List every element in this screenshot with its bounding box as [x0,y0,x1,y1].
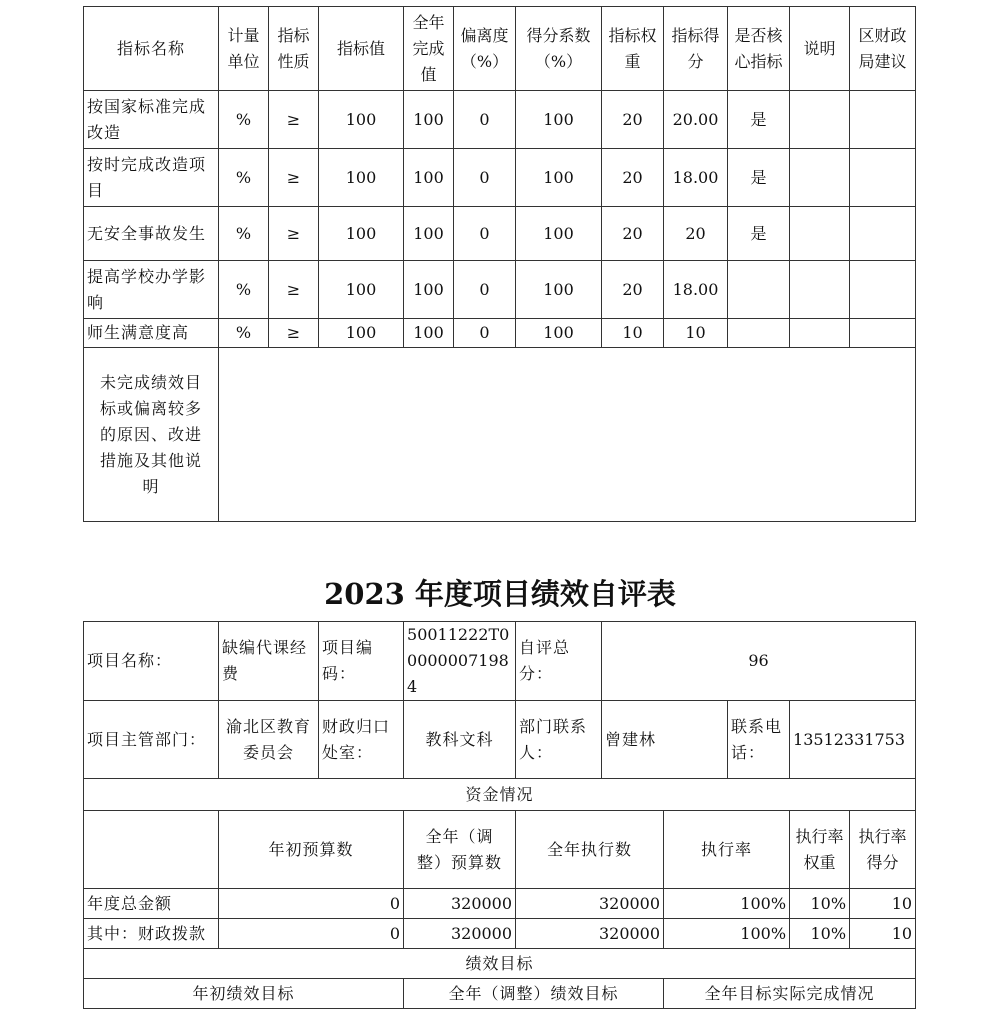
indicator-coef: 100 [516,261,602,319]
goals-section-label: 绩效目标 [84,949,916,979]
project-name-label: 项目名称： [84,622,219,701]
indicator-header-row [84,7,916,91]
indicator-name: 无安全事故发生 [84,207,219,261]
office-value: 教科文科 [404,701,516,779]
goals-section-row [84,949,916,979]
indicator-weight: 20 [602,91,664,149]
indicator-target: 100 [319,91,404,149]
table-row [84,919,916,949]
explanation-row [84,348,916,522]
indicator-core [728,261,790,319]
funds-row-label: 其中：财政拨款 [84,919,219,949]
phone-label: 联系电话： [728,701,790,779]
indicator-actual: 100 [404,261,454,319]
indicator-unit: % [219,207,269,261]
indicator-deviation: 0 [454,207,516,261]
indicator-actual: 100 [404,207,454,261]
indicator-core: 是 [728,91,790,149]
office-label: 财政归口处室： [319,701,404,779]
funds-header-weight: 执行率权重 [790,811,850,889]
funds-adjusted: 320000 [404,889,516,919]
indicator-core: 是 [728,207,790,261]
indicator-deviation: 0 [454,91,516,149]
indicator-unit: % [219,149,269,207]
indicator-target: 100 [319,319,404,348]
indicator-note [790,261,850,319]
goals-header-initial: 年初绩效目标 [84,979,404,1009]
indicator-weight: 20 [602,207,664,261]
funds-section-label: 资金情况 [84,779,916,811]
header-advice: 区财政局建议 [850,7,916,91]
indicator-coef: 100 [516,207,602,261]
funds-row-label: 年度总金额 [84,889,219,919]
header-actual: 全年完成值 [404,7,454,91]
indicator-note [790,149,850,207]
page-title: 2023 年度项目绩效自评表 [324,577,676,611]
indicator-note [790,207,850,261]
indicator-target: 100 [319,207,404,261]
funds-executed: 320000 [516,919,664,949]
indicator-name: 按国家标准完成改造 [84,91,219,149]
indicator-advice [850,319,916,348]
indicator-name: 提高学校办学影响 [84,261,219,319]
header-unit: 计量单位 [219,7,269,91]
indicator-nature: ≥ [269,261,319,319]
indicator-score: 20 [664,207,728,261]
funds-header-row [84,811,916,889]
self-total-label: 自评总分： [516,622,602,701]
indicator-note [790,91,850,149]
indicator-coef: 100 [516,319,602,348]
project-code-value: 50011222T000000071984 [404,622,516,701]
table-row [84,149,916,207]
indicator-unit: % [219,261,269,319]
indicator-advice [850,149,916,207]
indicator-weight: 20 [602,149,664,207]
goals-header-row [84,979,916,1009]
indicator-nature: ≥ [269,91,319,149]
header-core: 是否核心指标 [728,7,790,91]
indicator-actual: 100 [404,149,454,207]
dept-value: 渝北区教育委员会 [219,701,319,779]
indicator-score: 18.00 [664,149,728,207]
funds-header-executed: 全年执行数 [516,811,664,889]
contact-value: 曾建林 [602,701,728,779]
indicator-deviation: 0 [454,319,516,348]
self-total-value: 96 [602,622,916,701]
header-nature: 指标性质 [269,7,319,91]
explanation-text [219,348,916,522]
indicator-deviation: 0 [454,149,516,207]
indicator-target: 100 [319,149,404,207]
indicator-deviation: 0 [454,261,516,319]
funds-score: 10 [850,889,916,919]
indicator-name: 按时完成改造项目 [84,149,219,207]
funds-executed: 320000 [516,889,664,919]
indicator-target: 100 [319,261,404,319]
table-row [84,261,916,319]
indicator-score: 20.00 [664,91,728,149]
indicator-table [83,6,916,522]
indicator-advice [850,207,916,261]
indicator-score: 18.00 [664,261,728,319]
table-row [84,91,916,149]
indicator-weight: 10 [602,319,664,348]
indicator-nature: ≥ [269,207,319,261]
dept-label: 项目主管部门： [84,701,219,779]
indicator-weight: 20 [602,261,664,319]
funds-header-score: 执行率得分 [850,811,916,889]
table-row [84,207,916,261]
goals-header-actual: 全年目标实际完成情况 [664,979,916,1009]
indicator-nature: ≥ [269,149,319,207]
funds-header-initial: 年初预算数 [219,811,404,889]
table-row [84,319,916,348]
indicator-advice [850,91,916,149]
indicator-advice [850,261,916,319]
header-coef: 得分系数（%） [516,7,602,91]
indicator-unit: % [219,91,269,149]
project-name-value: 缺编代课经费 [219,622,319,701]
table-row [84,889,916,919]
header-score: 指标得分 [664,7,728,91]
project-row-1 [84,622,916,701]
phone-value: 13512331753 [790,701,916,779]
indicator-unit: % [219,319,269,348]
project-code-label: 项目编码： [319,622,404,701]
indicator-actual: 100 [404,91,454,149]
header-indicator-name: 指标名称 [84,7,219,91]
indicator-core: 是 [728,149,790,207]
indicator-coef: 100 [516,91,602,149]
indicator-actual: 100 [404,319,454,348]
funds-weight: 10% [790,889,850,919]
indicator-note [790,319,850,348]
indicator-nature: ≥ [269,319,319,348]
funds-rate: 100% [664,919,790,949]
indicator-score: 10 [664,319,728,348]
funds-score: 10 [850,919,916,949]
goals-header-adjusted: 全年（调整）绩效目标 [404,979,664,1009]
indicator-core [728,319,790,348]
funds-header-blank [84,811,219,889]
self-eval-table [83,621,916,1009]
indicator-coef: 100 [516,149,602,207]
explanation-label: 未完成绩效目标或偏离较多的原因、改进措施及其他说明 [84,348,219,522]
indicator-name: 师生满意度高 [84,319,219,348]
project-row-2 [84,701,916,779]
funds-header-adjusted: 全年（调整）预算数 [404,811,516,889]
header-weight: 指标权重 [602,7,664,91]
funds-rate: 100% [664,889,790,919]
header-deviation: 偏离度（%） [454,7,516,91]
header-note: 说明 [790,7,850,91]
header-target: 指标值 [319,7,404,91]
funds-section-row [84,779,916,811]
contact-label: 部门联系人： [516,701,602,779]
funds-weight: 10% [790,919,850,949]
funds-initial: 0 [219,889,404,919]
funds-adjusted: 320000 [404,919,516,949]
funds-header-rate: 执行率 [664,811,790,889]
funds-initial: 0 [219,919,404,949]
